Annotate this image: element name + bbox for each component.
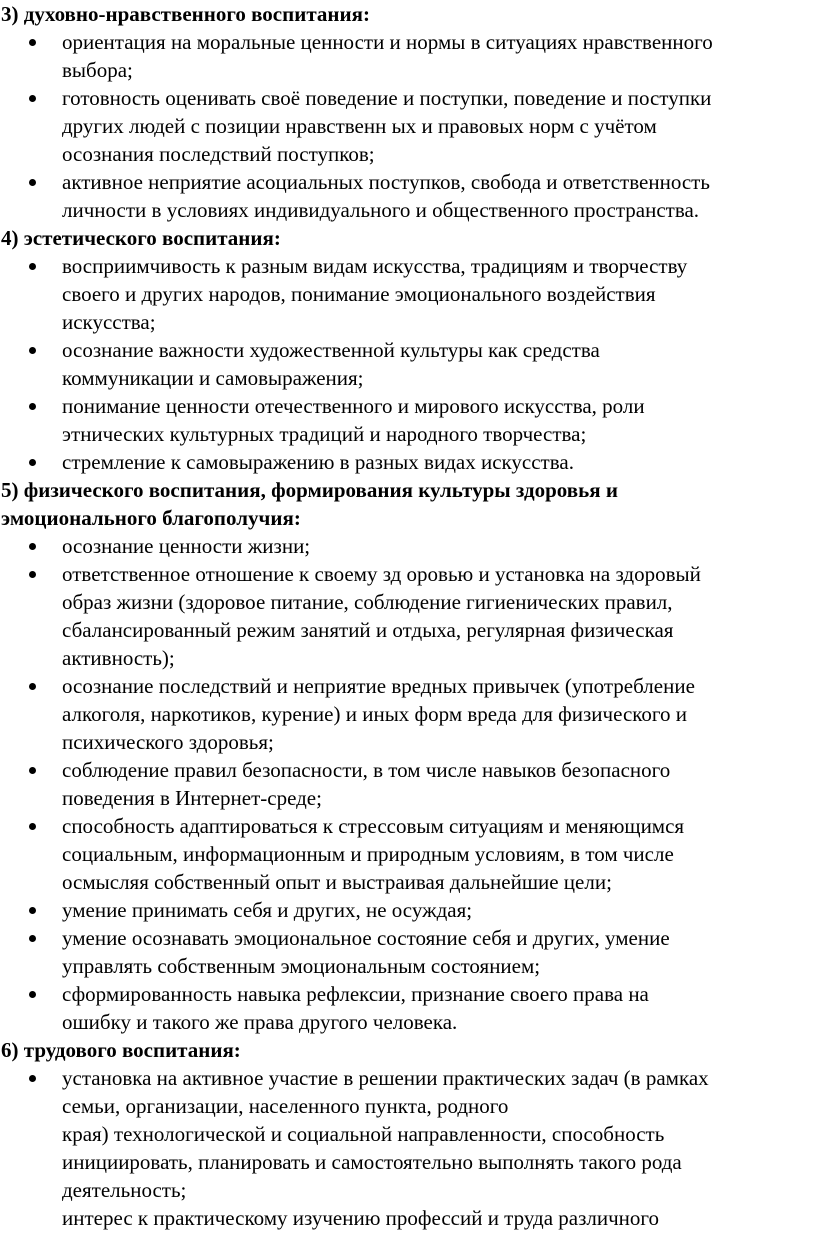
- bullet-list: [0, 252, 816, 476]
- bullet-icon: [29, 571, 36, 578]
- list-item-line: образ жизни (здоровое питание, соблюдение гигиенических правил,: [62, 590, 673, 614]
- bullet-icon: [29, 39, 36, 46]
- list-item-line: умение принимать себя и других, не осуждая;: [62, 898, 473, 922]
- bullet-icon: [29, 935, 36, 942]
- list-item-line: алкоголя, наркотиков, курение) и иных форм вреда для физического и: [62, 702, 687, 726]
- list-item: [0, 756, 816, 812]
- bullet-icon: [29, 179, 36, 186]
- list-item: [0, 560, 816, 672]
- list-item-line: инициировать, планировать и самостоятельно выполнять такого рода: [62, 1150, 682, 1174]
- list-item-line: выбора;: [62, 58, 133, 82]
- bullet-icon: [29, 263, 36, 270]
- list-item: [0, 168, 816, 224]
- list-item: [0, 448, 816, 476]
- section-heading: [0, 0, 816, 28]
- heading-line: 6) трудового воспитания:: [1, 1038, 241, 1062]
- list-item-line: социальным, информационным и природным условиям, в том числе: [62, 842, 674, 866]
- trailing-text-line: интерес к практическому изучению профессий и труда различного: [62, 1206, 659, 1230]
- section: [0, 476, 816, 1036]
- list-item-line: управлять собственным эмоциональным состоянием;: [62, 954, 541, 978]
- section-heading: [0, 476, 816, 532]
- list-item-line: ошибку и такого же права другого человека.: [62, 1010, 458, 1034]
- heading-line: 5) физического воспитания, формирования культуры здоровья и: [1, 478, 618, 502]
- list-item-line: соблюдение правил безопасности, в том числе навыков безопасного: [62, 758, 671, 782]
- list-item-line: сформированность навыка рефлексии, признание своего права на: [62, 982, 649, 1006]
- list-item: [0, 980, 816, 1036]
- bullet-icon: [29, 403, 36, 410]
- list-item-line: психического здоровья;: [62, 730, 274, 754]
- list-item-line: семьи, организации, населенного пункта, родного: [62, 1094, 509, 1118]
- list-item: [0, 392, 816, 448]
- bullet-icon: [29, 767, 36, 774]
- list-item-line: края) технологической и социальной направленности, способность: [62, 1122, 665, 1146]
- bullet-icon: [29, 683, 36, 690]
- list-item: [0, 28, 816, 84]
- bullet-list: [0, 532, 816, 1036]
- bullet-icon: [29, 907, 36, 914]
- section: [0, 0, 816, 224]
- list-item-line: ответственное отношение к своему зд оровью и установка на здоровый: [62, 562, 701, 586]
- list-item-line: восприимчивость к разным видам искусства, традициям и творчеству: [62, 254, 688, 278]
- bullet-list: [0, 1064, 816, 1204]
- list-item-line: других людей с позиции нравственн ых и правовых норм с учётом: [62, 114, 657, 138]
- list-item-line: готовность оценивать своё поведение и поступки, поведение и поступки: [62, 86, 712, 110]
- heading-line: 4) эстетического воспитания:: [1, 226, 281, 250]
- list-item-line: сбалансированный режим занятий и отдыха, регулярная физическая: [62, 618, 674, 642]
- bullet-icon: [29, 823, 36, 830]
- bullet-icon: [29, 459, 36, 466]
- section: [0, 1036, 816, 1204]
- section: [0, 224, 816, 476]
- bullet-icon: [29, 1075, 36, 1082]
- list-item-line: ориентация на моральные ценности и нормы в ситуациях нравственного: [62, 30, 713, 54]
- list-item-line: этнических культурных традиций и народного творчества;: [62, 422, 587, 446]
- bullet-icon: [29, 347, 36, 354]
- list-item-line: стремление к самовыражению в разных видах искусства.: [62, 450, 574, 474]
- list-item-line: поведения в Интернет-среде;: [62, 786, 322, 810]
- list-item-line: коммуникации и самовыражения;: [62, 366, 364, 390]
- list-item: [0, 812, 816, 896]
- list-item-line: способность адаптироваться к стрессовым ситуациям и меняющимся: [62, 814, 685, 838]
- section-heading: [0, 224, 816, 252]
- bullet-icon: [29, 95, 36, 102]
- list-item: [0, 252, 816, 336]
- list-item-line: активное неприятие асоциальных поступков, свобода и ответственность: [62, 170, 710, 194]
- list-item-line: умение осознавать эмоциональное состояние себя и других, умение: [62, 926, 670, 950]
- bullet-list: [0, 28, 816, 224]
- list-item-line: осмысляя собственный опыт и выстраивая дальнейшие цели;: [62, 870, 612, 894]
- list-item-line: понимание ценности отечественного и мирового искусства, роли: [62, 394, 645, 418]
- heading-line: эмоционального благополучия:: [1, 506, 301, 530]
- list-item-line: осознание ценности жизни;: [62, 534, 311, 558]
- list-item: [0, 84, 816, 168]
- list-item-line: осознание последствий и неприятие вредных привычек (употребление: [62, 674, 695, 698]
- list-item-line: личности в условиях индивидуального и общественного пространства.: [62, 198, 700, 222]
- list-item-line: искусства;: [62, 310, 156, 334]
- list-item: [0, 924, 816, 980]
- list-item-line: своего и других народов, понимание эмоционального воздействия: [62, 282, 656, 306]
- list-item: [0, 896, 816, 924]
- list-item: [0, 336, 816, 392]
- list-item: [0, 532, 816, 560]
- bullet-icon: [29, 543, 36, 550]
- list-item-line: деятельность;: [62, 1178, 187, 1202]
- list-item: [0, 1064, 816, 1204]
- bullet-icon: [29, 991, 36, 998]
- section-heading: [0, 1036, 816, 1064]
- list-item-line: активность);: [62, 646, 175, 670]
- list-item: [0, 672, 816, 756]
- list-item-line: установка на активное участие в решении практических задач (в рамках: [62, 1066, 709, 1090]
- list-item-line: осознание важности художественной культуры как средства: [62, 338, 600, 362]
- heading-line: 3) духовно-нравственного воспитания:: [1, 2, 370, 26]
- list-item-line: осознания последствий поступков;: [62, 142, 375, 166]
